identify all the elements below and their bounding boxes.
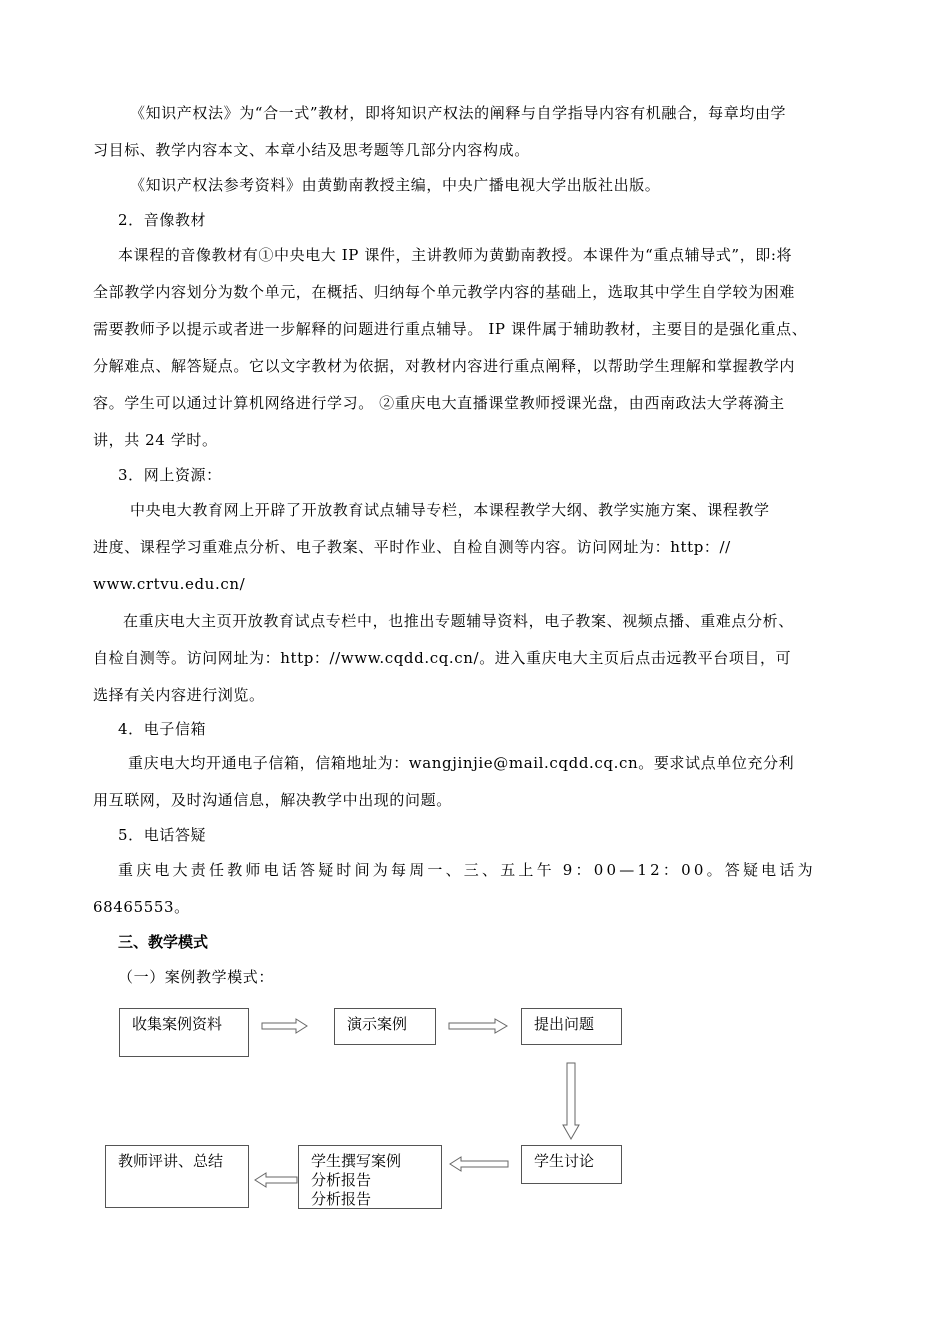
item-heading: 2．音像教材	[118, 211, 207, 229]
arrow-left-icon	[449, 1156, 509, 1172]
item-heading: 5．电话答疑	[118, 826, 207, 844]
flow-box-present	[334, 1008, 436, 1045]
paragraph-line: 用互联网，及时沟通信息，解决教学中出现的问题。	[93, 791, 452, 809]
paragraph-line: 讲，共 24 学时。	[93, 431, 218, 449]
paragraph-line: 《知识产权法》为“合一式”教材，即将知识产权法的阐释与自学指导内容有机融合，每章均由学	[130, 104, 787, 122]
flow-box-label: 教师评讲、总结	[118, 1152, 224, 1170]
paragraph-line: 需要教师予以提示或者进一步解释的问题进行重点辅导。 IP 课件属于辅助教材，主要目的是强化重点、	[93, 320, 808, 338]
item-heading: 4．电子信箱	[118, 720, 207, 738]
paragraph-line: 本课程的音像教材有①中央电大 IP 课件，主讲教师为黄勤南教授。本课件为“重点辅导式”，即:将	[118, 246, 793, 264]
arrow-right-icon	[449, 1018, 509, 1034]
paragraph-line: 自检自测等。访问网址为：http：//www.cqdd.cq.cn/。进入重庆电大主页后点击远教平台项目，可	[93, 649, 792, 667]
flow-box-label: 收集案例资料	[132, 1015, 223, 1033]
flow-box-label: 提出问题	[534, 1015, 595, 1033]
paragraph-line: 容。学生可以通过计算机网络进行学习。 ②重庆电大直播课堂教师授课光盘，由西南政法大学蒋漪主	[93, 394, 785, 412]
paragraph-line: 选择有关内容进行浏览。	[93, 686, 265, 704]
flow-box-write	[298, 1145, 442, 1209]
section-heading: 三、教学模式	[118, 933, 209, 951]
paragraph-line: www.crtvu.edu.cn/	[93, 575, 246, 593]
paragraph-line: 重庆电大均开通电子信箱，信箱地址为：wangjinjie@mail.cqdd.cq.cn。要求试点单位充分利	[128, 754, 795, 772]
paragraph-line: 习目标、教学内容本文、本章小结及思考题等几部分内容构成。	[93, 141, 530, 159]
paragraph-line: 全部教学内容划分为数个单元，在概括、归纳每个单元教学内容的基础上，选取其中学生自学较为困难	[93, 283, 796, 301]
arrow-left-icon	[254, 1172, 298, 1188]
flow-box-label: 学生撰写案例 分析报告 分析报告	[311, 1152, 402, 1208]
flow-box-label: 学生讨论	[534, 1152, 595, 1170]
paragraph-line: 进度、课程学习重难点分析、电子教案、平时作业、自检自测等内容。访问网址为：http：//	[93, 538, 731, 556]
paragraph-line: 68465553。	[93, 898, 190, 916]
flow-box-review	[105, 1145, 249, 1208]
paragraph-line: 重庆电大责任教师电话答疑时间为每周一、三、五上午 9：00—12：00。答疑电话为	[118, 861, 816, 879]
arrow-right-icon	[262, 1018, 308, 1034]
subsection-heading: （一）案例教学模式：	[118, 968, 275, 986]
paragraph-line: 《知识产权法参考资料》由黄勤南教授主编，中央广播电视大学出版社出版。	[130, 176, 661, 194]
flow-box-ask	[521, 1008, 622, 1045]
paragraph-line: 分解难点、解答疑点。它以文字教材为依据，对教材内容进行重点阐释，以帮助学生理解和掌握教学内	[93, 357, 796, 375]
paragraph-line: 在重庆电大主页开放教育试点专栏中，也推出专题辅导资料，电子教案、视频点播、重难点分析、	[123, 612, 794, 630]
flow-box-discuss	[521, 1145, 622, 1184]
flow-box-label: 演示案例	[347, 1015, 408, 1033]
item-heading: 3．网上资源：	[118, 466, 222, 484]
paragraph-line: 中央电大教育网上开辟了开放教育试点辅导专栏，本课程教学大纲、教学实施方案、课程教学	[130, 501, 770, 519]
arrow-down-icon	[562, 1063, 580, 1141]
flow-box-collect	[119, 1008, 249, 1057]
